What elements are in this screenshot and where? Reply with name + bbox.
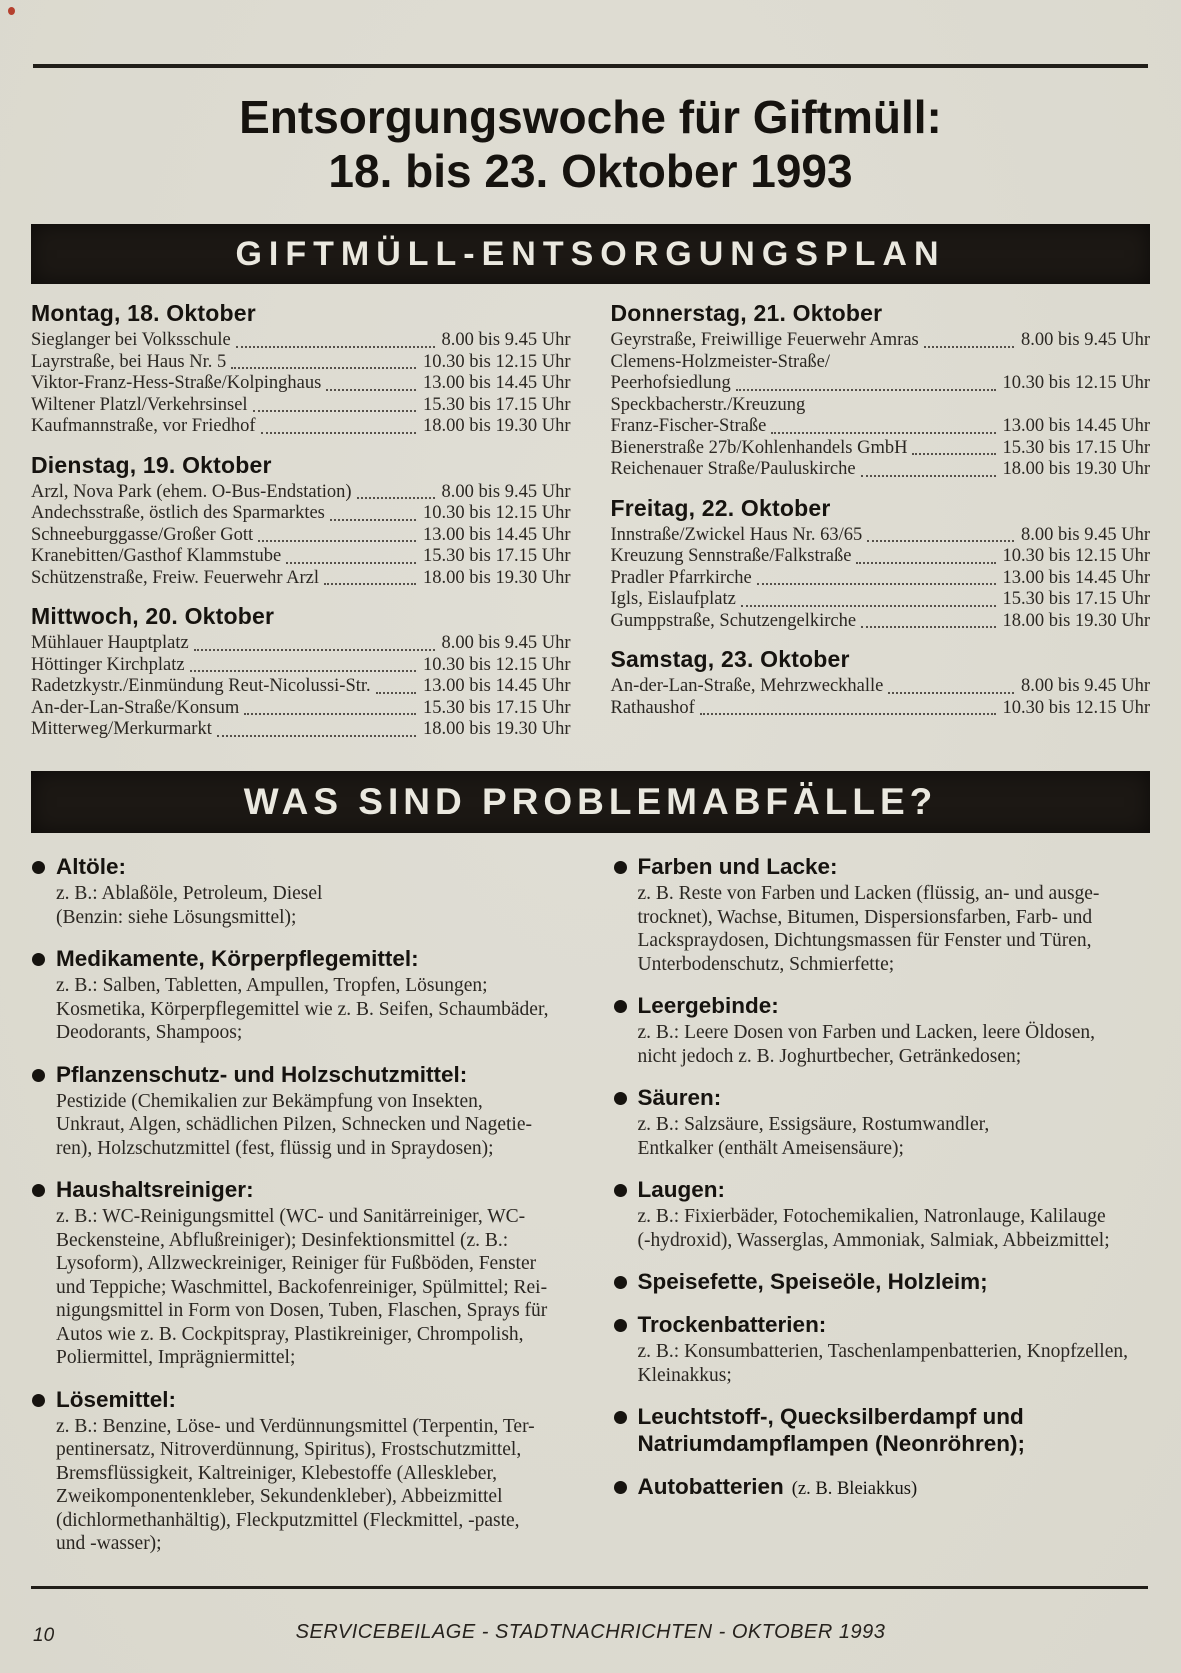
bullet-icon bbox=[614, 1411, 627, 1424]
schedule-row bbox=[611, 546, 1151, 568]
dotted-leader bbox=[856, 562, 995, 564]
dotted-leader bbox=[861, 475, 996, 477]
problem-item-title bbox=[638, 1311, 1129, 1338]
bullet-icon bbox=[32, 1069, 45, 1082]
bottom-divider bbox=[31, 1586, 1148, 1589]
location-label: Reichenauer Straße/Pauluskirche bbox=[610, 459, 856, 479]
problem-item-title bbox=[638, 1473, 918, 1503]
problem-item bbox=[31, 1061, 569, 1161]
problem-item-title-line: Säuren: bbox=[637, 1085, 722, 1110]
problem-item bbox=[613, 992, 1151, 1068]
time-label: 13.00 bis 14.45 Uhr bbox=[1002, 416, 1150, 436]
schedule-column-left bbox=[31, 300, 571, 752]
time-label: 13.00 bis 14.45 Uhr bbox=[1002, 567, 1150, 588]
time-label: 15.30 bis 17.15 Uhr bbox=[1002, 437, 1150, 458]
schedule-row bbox=[31, 676, 571, 698]
problem-column-left bbox=[31, 853, 569, 1556]
problem-item-body-line: z. B.: Ablaßöle, Petroleum, Diesel bbox=[56, 883, 323, 904]
dotted-leader bbox=[286, 562, 416, 564]
problem-item-content bbox=[56, 945, 549, 1045]
schedule-row bbox=[611, 395, 1151, 417]
schedule-row bbox=[611, 373, 1151, 395]
problem-item-body-line: Deodorants, Shampoos; bbox=[56, 1022, 243, 1043]
location-label: Wiltener Platzl/Verkehrsinsel bbox=[31, 394, 248, 415]
problem-item-body-line: Kosmetika, Körperpflegemittel wie z. B. Seifen, Schaumbäder, bbox=[56, 998, 549, 1020]
schedule-row bbox=[31, 633, 571, 655]
bullet-icon bbox=[614, 1319, 627, 1332]
time-label: 8.00 bis 9.45 Uhr bbox=[1021, 524, 1150, 545]
schedule-row bbox=[31, 719, 571, 741]
problem-item-content bbox=[56, 853, 322, 929]
schedule-row bbox=[611, 698, 1151, 720]
dotted-leader bbox=[236, 346, 435, 348]
problem-item-content bbox=[638, 992, 1096, 1068]
section-banner-entsorgungsplan: GIFTMÜLL-ENTSORGUNGSPLAN bbox=[31, 224, 1150, 284]
problem-item-content bbox=[638, 1473, 918, 1503]
schedule-row bbox=[611, 352, 1151, 374]
problem-item bbox=[613, 1473, 1151, 1503]
problem-item bbox=[613, 853, 1151, 976]
problem-item-title-line: Pflanzenschutz- und Holzschutzmittel: bbox=[56, 1061, 468, 1087]
location-label: Mühlauer Hauptplatz bbox=[31, 633, 189, 653]
problem-item-body-line: z. B.: Konsumbatterien, Taschenlampenbatterien, Knopfzellen, bbox=[637, 1341, 1128, 1362]
time-label: 15.30 bis 17.15 Uhr bbox=[423, 697, 571, 718]
bullet-icon bbox=[614, 1184, 627, 1197]
problem-item-body-line: Beckensteine, Abflußreiniger); Desinfektionsmittel (z. B.: bbox=[56, 1229, 509, 1251]
problem-item-content bbox=[638, 1084, 990, 1160]
location-label: Viktor-Franz-Hess-Straße/Kolpinghaus bbox=[31, 373, 322, 393]
bullet-icon bbox=[614, 1481, 627, 1494]
time-label: 10.30 bis 12.15 Uhr bbox=[1002, 373, 1150, 393]
dotted-leader bbox=[324, 583, 416, 585]
problem-item bbox=[613, 1403, 1151, 1457]
schedule-row bbox=[31, 503, 571, 525]
schedule-row bbox=[31, 352, 571, 374]
problem-item bbox=[613, 1084, 1151, 1160]
schedule-section bbox=[31, 300, 1150, 752]
problem-item-title-line: Leuchtstoff-, Quecksilberdampf und bbox=[637, 1404, 1024, 1429]
dotted-leader bbox=[736, 389, 996, 391]
dotted-leader bbox=[330, 519, 416, 521]
problem-item-content bbox=[56, 1386, 535, 1556]
problem-item-body-line: Autos wie z. B. Cockpitspray, Plastikreiniger, Chrompolish, bbox=[56, 1323, 524, 1345]
footer-text: SERVICEBEILAGE - STADTNACHRICHTEN - OKTOBER 1993 bbox=[295, 1621, 886, 1643]
dotted-leader bbox=[700, 713, 996, 715]
problem-item-title-line: Speisefette, Speiseöle, Holzleim; bbox=[637, 1269, 988, 1294]
location-label: An-der-Lan-Straße, Mehrzweckhalle bbox=[610, 676, 884, 696]
schedule-row bbox=[31, 373, 571, 395]
time-label: 18.00 bis 19.30 Uhr bbox=[423, 416, 571, 436]
time-label: 10.30 bis 12.15 Uhr bbox=[1002, 546, 1150, 566]
day-block bbox=[31, 603, 571, 741]
schedule-row bbox=[611, 416, 1151, 438]
problem-item-title bbox=[56, 1176, 547, 1203]
problem-item-body-line: z. B.: Leere Dosen von Farben und Lacken, leere Öldosen, bbox=[637, 1022, 1096, 1043]
problem-item-body-line: z. B. Reste von Farben und Lacken (flüssig, an- und ausge- bbox=[637, 883, 1100, 904]
schedule-row bbox=[31, 482, 571, 504]
time-label: 18.00 bis 19.30 Uhr bbox=[423, 719, 571, 739]
location-label: Clemens-Holzmeister-Straße/ bbox=[610, 351, 831, 372]
problem-item-body-line: z. B.: Salzsäure, Essigsäure, Rostumwandler, bbox=[637, 1114, 990, 1135]
location-label: Schützenstraße, Freiw. Feuerwehr Arzl bbox=[31, 567, 320, 588]
problem-item-title bbox=[638, 1176, 1110, 1203]
bullet-icon bbox=[32, 1394, 45, 1407]
time-label: 8.00 bis 9.45 Uhr bbox=[1021, 676, 1150, 696]
day-block bbox=[31, 452, 571, 590]
dotted-leader bbox=[231, 367, 416, 369]
day-heading: Donnerstag, 21. Oktober bbox=[610, 300, 883, 326]
problem-item-body-line: Unkraut, Algen, schädlichen Pilzen, Schnecken und Nagetie- bbox=[56, 1114, 532, 1135]
time-label: 10.30 bis 12.15 Uhr bbox=[423, 654, 571, 675]
dotted-leader bbox=[357, 497, 435, 499]
problem-item-body-line: Unterbodenschutz, Schmierfette; bbox=[637, 953, 895, 975]
time-label: 8.00 bis 9.45 Uhr bbox=[1021, 330, 1150, 350]
location-label: Kaufmannstraße, vor Friedhof bbox=[31, 416, 256, 436]
time-label: 13.00 bis 14.45 Uhr bbox=[423, 676, 571, 696]
schedule-row bbox=[31, 568, 571, 590]
problem-item-body-line: Bremsflüssigkeit, Kaltreiniger, Klebestoffe (Alleskleber, bbox=[56, 1462, 498, 1484]
problem-item-content bbox=[56, 1176, 547, 1370]
problem-item-content bbox=[638, 1403, 1026, 1457]
time-label: 18.00 bis 19.30 Uhr bbox=[423, 567, 571, 588]
problem-item-title bbox=[56, 945, 549, 972]
location-label: Franz-Fischer-Straße bbox=[610, 416, 767, 436]
dotted-leader bbox=[861, 626, 995, 628]
problem-item-body-line: z. B.: WC-Reinigungsmittel (WC- und Sanitärreiniger, WC- bbox=[56, 1206, 526, 1227]
problem-item-content bbox=[638, 1176, 1110, 1252]
time-label: 10.30 bis 12.15 Uhr bbox=[1002, 697, 1150, 718]
problem-item-body bbox=[56, 882, 322, 929]
schedule-row bbox=[31, 525, 571, 547]
schedule-row bbox=[611, 589, 1151, 611]
location-label: Kreuzung Sennstraße/Falkstraße bbox=[610, 546, 852, 566]
day-heading: Dienstag, 19. Oktober bbox=[31, 451, 272, 478]
problem-item-body-line: z. B.: Benzine, Löse- und Verdünnungsmittel (Terpentin, Ter- bbox=[56, 1415, 535, 1437]
location-label: Höttinger Kirchplatz bbox=[31, 654, 185, 675]
dotted-leader bbox=[376, 692, 416, 694]
problem-item-body-line: (-hydroxid), Wasserglas, Ammoniak, Salmiak, Abbeizmittel; bbox=[637, 1229, 1110, 1251]
schedule-row bbox=[31, 416, 571, 438]
problem-waste-section bbox=[31, 853, 1150, 1556]
location-label: Schneeburggasse/Großer Gott bbox=[31, 524, 254, 545]
dotted-leader bbox=[867, 540, 1014, 542]
dotted-leader bbox=[244, 713, 416, 715]
problem-item-title bbox=[638, 853, 1100, 880]
location-label: Speckbacherstr./Kreuzung bbox=[610, 394, 806, 415]
schedule-row bbox=[611, 568, 1151, 590]
dotted-leader bbox=[771, 432, 995, 434]
problem-item-body bbox=[638, 1113, 990, 1160]
time-label: 8.00 bis 9.45 Uhr bbox=[441, 633, 571, 653]
time-label: 10.30 bis 12.15 Uhr bbox=[423, 351, 571, 372]
problem-item-body bbox=[56, 1415, 535, 1556]
problem-item-title bbox=[638, 1084, 990, 1111]
schedule-row bbox=[31, 698, 571, 720]
dotted-leader bbox=[326, 389, 416, 391]
schedule-row bbox=[611, 525, 1151, 547]
problem-item-title-line: Autobatterien (z. B. Bleiakkus) bbox=[637, 1474, 918, 1499]
problem-item-title-line: Natriumdampflampen (Neonröhren); bbox=[637, 1431, 1026, 1456]
problem-item-title-line: Leergebinde: bbox=[637, 993, 779, 1018]
problem-item-body-line: (Benzin: siehe Lösungsmittel); bbox=[56, 906, 297, 928]
bullet-icon bbox=[32, 953, 45, 966]
problem-column-right bbox=[613, 853, 1151, 1556]
schedule-row bbox=[31, 546, 571, 568]
problem-item-body-line: z. B.: Salben, Tabletten, Ampullen, Tropfen, Lösungen; bbox=[56, 975, 488, 996]
time-label: 18.00 bis 19.30 Uhr bbox=[1002, 459, 1150, 479]
problem-item bbox=[613, 1311, 1151, 1387]
location-label: Peerhofsiedlung bbox=[610, 373, 731, 393]
time-label: 15.30 bis 17.15 Uhr bbox=[423, 394, 571, 415]
dotted-leader bbox=[217, 735, 416, 737]
problem-item-content bbox=[638, 853, 1100, 976]
location-label: Bienerstraße 27b/Kohlenhandels GmbH bbox=[610, 437, 908, 458]
day-heading: Mittwoch, 20. Oktober bbox=[31, 603, 275, 629]
problem-item-body-line: Pestizide (Chemikalien zur Bekämpfung von Insekten, bbox=[56, 1090, 483, 1112]
problem-item-content bbox=[638, 1311, 1129, 1387]
problem-item-body bbox=[56, 974, 549, 1045]
location-label: Rathaushof bbox=[610, 697, 695, 718]
day-heading: Freitag, 22. Oktober bbox=[610, 494, 831, 521]
problem-item-body-line: trocknet), Wachse, Bitumen, Dispersionsfarben, Farb- und bbox=[637, 906, 1093, 928]
problem-item-body bbox=[638, 1205, 1110, 1252]
problem-item-title-line: Laugen: bbox=[637, 1177, 725, 1202]
schedule-row bbox=[611, 459, 1151, 481]
time-label: 15.30 bis 17.15 Uhr bbox=[1002, 589, 1150, 609]
schedule-row bbox=[31, 330, 571, 352]
location-label: An-der-Lan-Straße/Konsum bbox=[31, 697, 240, 718]
location-label: Radetzkystr./Einmündung Reut-Nicolussi-Str. bbox=[31, 676, 371, 696]
schedule-column-right bbox=[611, 300, 1151, 752]
location-label: Gumppstraße, Schutzengelkirche bbox=[610, 610, 857, 631]
dotted-leader bbox=[888, 692, 1014, 694]
time-label: 8.00 bis 9.45 Uhr bbox=[441, 330, 571, 350]
problem-item-body-line: nigungsmittel in Form von Dosen, Tuben, Flaschen, Sprays für bbox=[56, 1300, 548, 1321]
dotted-leader bbox=[194, 649, 435, 651]
problem-item-title-line: Farben und Lacke: bbox=[637, 854, 838, 879]
dotted-leader bbox=[757, 583, 996, 585]
dotted-leader bbox=[741, 605, 996, 607]
problem-item-body bbox=[638, 1340, 1129, 1387]
page-title bbox=[31, 90, 1150, 198]
problem-item bbox=[613, 1176, 1151, 1252]
problem-item-body bbox=[638, 1021, 1096, 1068]
problem-item-title-line: Haushaltsreiniger: bbox=[56, 1177, 254, 1202]
problem-item-body bbox=[638, 882, 1100, 976]
dotted-leader bbox=[261, 432, 416, 434]
problem-item-title bbox=[56, 853, 322, 880]
location-label: Layrstraße, bei Haus Nr. 5 bbox=[31, 351, 227, 372]
problem-item-title bbox=[56, 1061, 532, 1088]
location-label: Geyrstraße, Freiwillige Feuerwehr Amras bbox=[610, 330, 919, 350]
problem-item-body-line: Kleinakkus; bbox=[637, 1364, 732, 1386]
time-label: 13.00 bis 14.45 Uhr bbox=[423, 373, 571, 393]
problem-item-body-line: ren), Holzschutzmittel (fest, flüssig und in Spraydosen); bbox=[56, 1137, 494, 1159]
location-label: Arzl, Nova Park (ehem. O-Bus-Endstation) bbox=[31, 481, 352, 502]
problem-item-title-line: Trockenbatterien: bbox=[637, 1312, 827, 1337]
top-divider bbox=[33, 64, 1148, 68]
day-block bbox=[611, 300, 1151, 481]
problem-item-body-line: und -wasser); bbox=[56, 1533, 162, 1554]
problem-item-title bbox=[638, 1403, 1026, 1457]
problem-item-title bbox=[56, 1386, 535, 1413]
location-label: Mitterweg/Merkurmarkt bbox=[31, 719, 212, 739]
bullet-icon bbox=[614, 1092, 627, 1105]
problem-item-body bbox=[56, 1090, 532, 1161]
problem-item-body-line: Lackspraydosen, Dichtungsmassen für Fenster und Türen, bbox=[637, 930, 1092, 951]
problem-item-body-line: pentinersatz, Nitroverdünnung, Spiritus), Frostschutzmittel, bbox=[56, 1439, 522, 1460]
location-label: Innstraße/Zwickel Haus Nr. 63/65 bbox=[610, 524, 863, 545]
problem-item-body-line: (dichlormethanhältig), Fleckputzmittel (Fleckmittel, -paste, bbox=[56, 1509, 520, 1531]
problem-item bbox=[31, 853, 569, 929]
page-number: 10 bbox=[33, 1625, 55, 1646]
day-heading: Samstag, 23. Oktober bbox=[610, 646, 850, 672]
red-speck bbox=[8, 7, 15, 15]
dotted-leader bbox=[924, 346, 1014, 348]
time-label: 8.00 bis 9.45 Uhr bbox=[441, 481, 571, 502]
schedule-row bbox=[611, 611, 1151, 633]
bullet-icon bbox=[614, 1276, 627, 1289]
time-label: 18.00 bis 19.30 Uhr bbox=[1002, 610, 1150, 631]
location-label: Sieglanger bei Volksschule bbox=[31, 330, 231, 350]
problem-item-content bbox=[56, 1061, 532, 1161]
problem-item-body-line: und Teppiche; Waschmittel, Backofenreiniger, Spülmittel; Rei- bbox=[56, 1276, 548, 1298]
problem-item-title-line: Altöle: bbox=[56, 854, 126, 879]
page-title-line1: Entsorgungswoche für Giftmüll: bbox=[239, 91, 942, 143]
day-block bbox=[31, 300, 571, 438]
time-label: 15.30 bis 17.15 Uhr bbox=[423, 546, 571, 566]
day-block bbox=[611, 495, 1151, 633]
schedule-row bbox=[611, 438, 1151, 460]
section-banner-problemabfaelle: WAS SIND PROBLEMABFÄLLE? bbox=[31, 771, 1150, 833]
page-title-line2: 18. bis 23. Oktober 1993 bbox=[328, 145, 853, 197]
problem-item bbox=[31, 945, 569, 1045]
problem-item-title-line: Lösemittel: bbox=[56, 1386, 177, 1412]
problem-item bbox=[613, 1268, 1151, 1295]
bullet-icon bbox=[32, 1184, 45, 1197]
problem-item bbox=[31, 1176, 569, 1370]
problem-item-body-line: z. B.: Fixierbäder, Fotochemikalien, Natronlauge, Kalilauge bbox=[637, 1206, 1106, 1227]
time-label: 13.00 bis 14.45 Uhr bbox=[423, 524, 571, 545]
problem-item-body bbox=[56, 1205, 547, 1370]
problem-item-body-line: nicht jedoch z. B. Joghurtbecher, Getränkedosen; bbox=[637, 1045, 1022, 1067]
bullet-icon bbox=[614, 861, 627, 874]
dotted-leader bbox=[190, 670, 416, 672]
dotted-leader bbox=[258, 540, 416, 542]
problem-item-title bbox=[638, 992, 1096, 1019]
problem-item-title-line: Medikamente, Körperpflegemittel: bbox=[56, 946, 419, 971]
problem-item-body-line: Zweikomponentenkleber, Sekundenkleber), Abbeizmittel bbox=[56, 1486, 503, 1507]
problem-item-title bbox=[638, 1268, 988, 1295]
problem-item-suffix: (z. B. Bleiakkus) bbox=[791, 1479, 918, 1499]
dotted-leader bbox=[253, 410, 416, 412]
problem-item bbox=[31, 1386, 569, 1556]
location-label: Igls, Eislaufplatz bbox=[610, 589, 736, 609]
location-label: Pradler Pfarrkirche bbox=[610, 567, 752, 588]
schedule-row bbox=[611, 330, 1151, 352]
day-heading: Montag, 18. Oktober bbox=[31, 300, 256, 326]
schedule-row bbox=[31, 395, 571, 417]
page-footer bbox=[31, 1621, 1150, 1647]
problem-item-body-line: Poliermittel, Imprägniermittel; bbox=[56, 1347, 296, 1368]
bullet-icon bbox=[614, 1000, 627, 1013]
bullet-icon bbox=[32, 861, 45, 874]
day-block bbox=[611, 646, 1151, 719]
problem-item-content bbox=[638, 1268, 988, 1295]
location-label: Andechsstraße, östlich des Sparmarktes bbox=[31, 503, 325, 523]
location-label: Kranebitten/Gasthof Klammstube bbox=[31, 546, 282, 566]
schedule-row bbox=[611, 676, 1151, 698]
dotted-leader bbox=[912, 453, 995, 455]
problem-item-body-line: Entkalker (enthält Ameisensäure); bbox=[637, 1137, 904, 1159]
problem-item-body-line: Lysoform), Allzweckreiniger, Reiniger für Fußböden, Fenster bbox=[56, 1253, 537, 1274]
time-label: 10.30 bis 12.15 Uhr bbox=[423, 503, 571, 523]
schedule-row bbox=[31, 655, 571, 677]
